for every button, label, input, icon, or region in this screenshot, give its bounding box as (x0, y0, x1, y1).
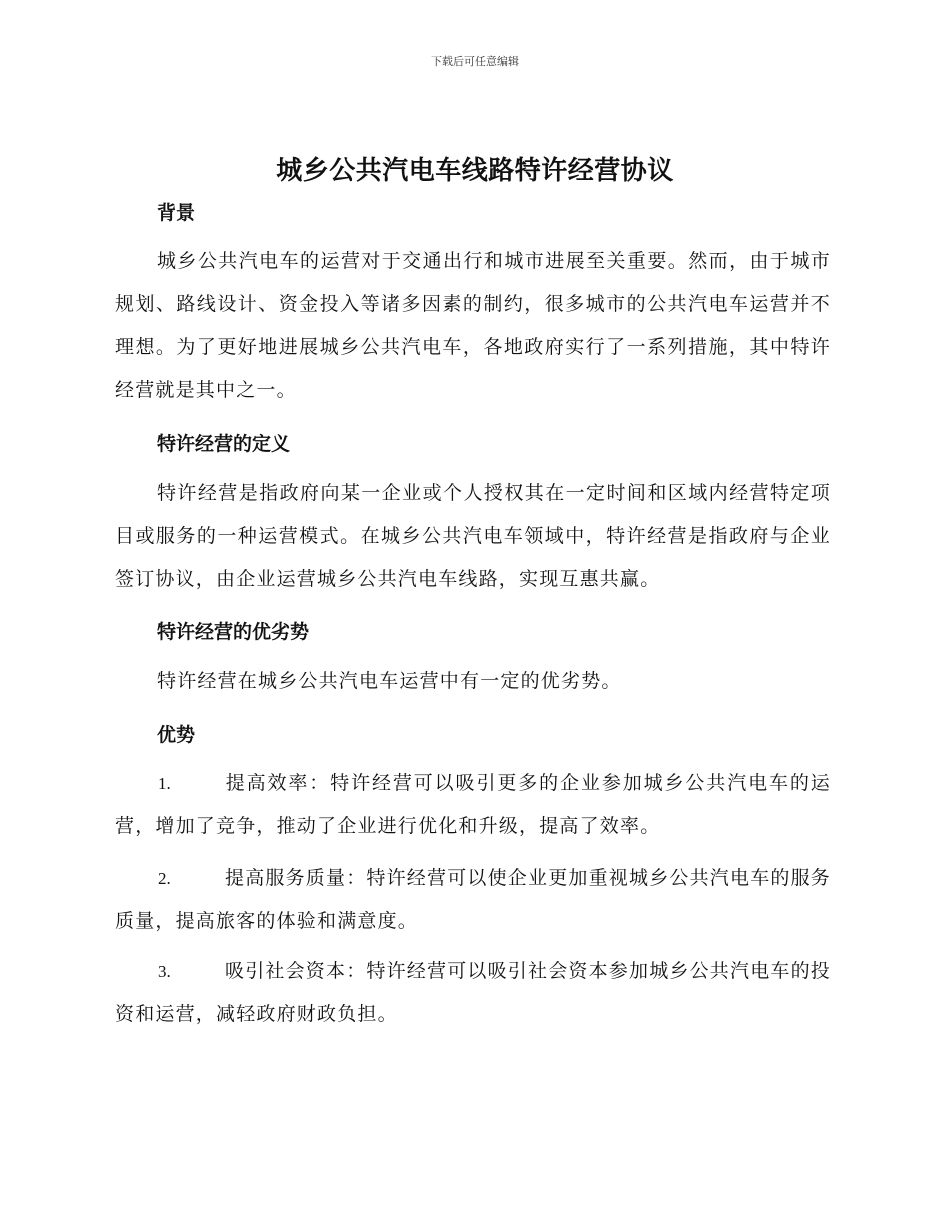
paragraph-definition: 特许经营是指政府向某一企业或个人授权其在一定时间和区域内经营特定项目或服务的一种运营模式。在城乡公共汽电车领域中，特许经营是指政府与企业签订协议，由企业运营城乡公共汽电车线路，实现互惠共赢。 (115, 482, 831, 590)
list-item-number: 1. (158, 774, 171, 793)
paragraph-background: 城乡公共汽电车的运营对于交通出行和城市进展至关重要。然而，由于城市规划、路线设计、资金投入等诸多因素的制约，很多城市的公共汽电车运营并不理想。为了更好地进展城乡公共汽电车，各地政府实行了一系列措施，其中特许经营就是其中之一。 (115, 250, 831, 401)
section-heading-background: 背景 (157, 202, 196, 224)
list-item-text: 提高效率：特许经营可以吸引更多的企业参加城乡公共汽电车的运营，增加了竞争，推动了企业进行优化和升级，提高了效率。 (115, 772, 831, 837)
list-item-number: 3. (158, 962, 171, 981)
section-heading-definition: 特许经营的定义 (157, 433, 291, 455)
list-item-text: 提高服务质量：特许经营可以使企业更加重视城乡公共汽电车的服务质量，提高旅客的体验和满意度。 (115, 867, 832, 932)
list-item (115, 950, 831, 1036)
document-title: 城乡公共汽电车线路特许经营协议 (276, 156, 674, 186)
section-heading-pros-cons: 特许经营的优劣势 (157, 621, 310, 643)
section-heading-advantages: 优势 (157, 724, 196, 746)
list-item (115, 762, 831, 848)
paragraph-pros-cons: 特许经营在城乡公共汽电车运营中有一定的优劣势。 (157, 670, 622, 692)
list-item-number: 2. (158, 869, 171, 888)
list-item-text: 吸引社会资本：特许经营可以吸引社会资本参加城乡公共汽电车的投资和运营，减轻政府财政负担。 (115, 960, 832, 1025)
list-item (115, 857, 831, 943)
header-note: 下载后可任意编辑 (431, 55, 519, 68)
